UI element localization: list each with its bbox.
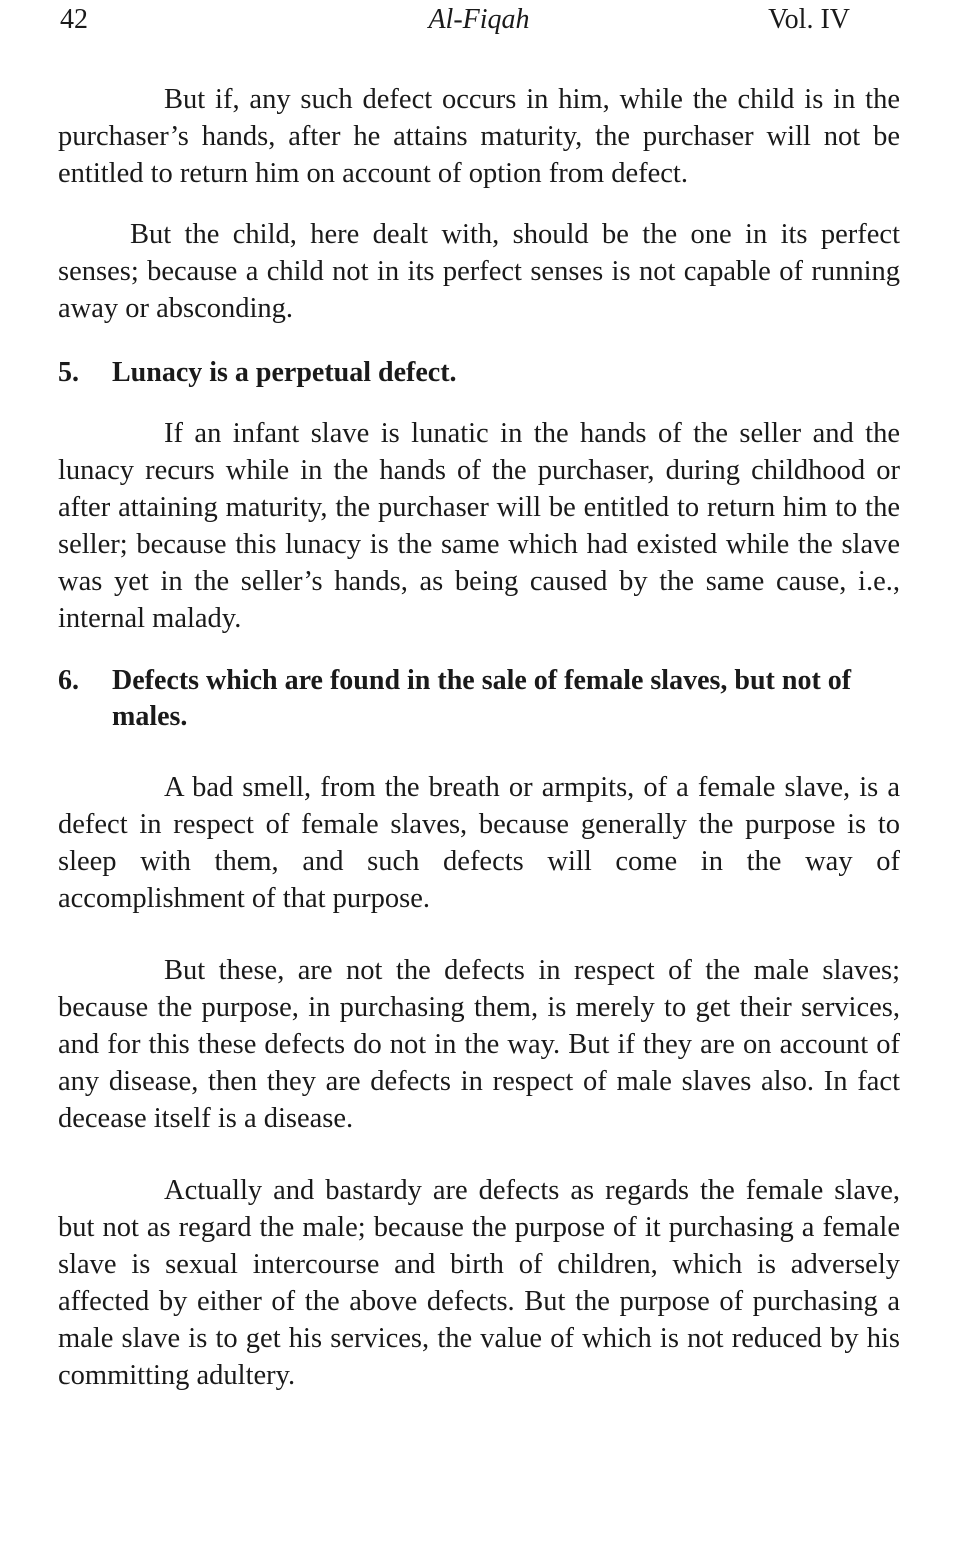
book-page	[58, 0, 900, 1394]
section-heading	[58, 663, 900, 735]
section-title: Defects which are found in the sale of female slaves, but not of males.	[112, 665, 852, 732]
volume-label: Vol. IV	[768, 4, 850, 35]
running-title: Al-Fiqah	[428, 4, 530, 35]
section-heading	[58, 355, 900, 391]
running-header	[58, 4, 900, 48]
page-number: 42	[60, 4, 88, 35]
paragraph: If an infant slave is lunatic in the hands of the seller and the lunacy recurs while in the hands of the purchaser, during childhood or after attaining maturity, the purchaser will be entitled to return him to the seller; because this lunacy is the same which had existed while the slave was yet in the seller’s hands, as being caused by the same cause, i.e., internal malady.	[58, 418, 900, 634]
paragraph: A bad smell, from the breath or armpits, of a female slave, is a defect in respect of female slaves, because generally the purpose is to sleep with them, and such defects will come in the way of accomplishment of that purpose.	[58, 772, 900, 914]
paragraph: But the child, here dealt with, should be the one in its perfect senses; because a child not in its perfect senses is not capable of running away or absconding.	[58, 219, 900, 324]
section-title: Lunacy is a perpetual defect.	[112, 357, 457, 388]
section-number: 5.	[58, 357, 79, 388]
paragraph: But if, any such defect occurs in him, while the child is in the purchaser’s hands, after he attains maturity, the purchaser will not be entitled to return him on account of option from defect.	[58, 84, 900, 189]
paragraph: Actually and bastardy are defects as regards the female slave, but not as regard the male; because the purpose of it purchasing a female slave is sexual intercourse and birth of children, which is adversely affected by either of the above defects. But the purpose of purchasing a male slave is to get his services, the value of which is not reduced by his committing adultery.	[58, 1175, 900, 1391]
paragraph: But these, are not the defects in respect of the male slaves; because the purpose, in purchasing them, is merely to get their services, and for this these defects do not in the way. But if they are on account of any disease, then they are defects in respect of male slaves also. In fact decease itself is a disease.	[58, 955, 900, 1134]
section-number: 6.	[58, 665, 79, 696]
